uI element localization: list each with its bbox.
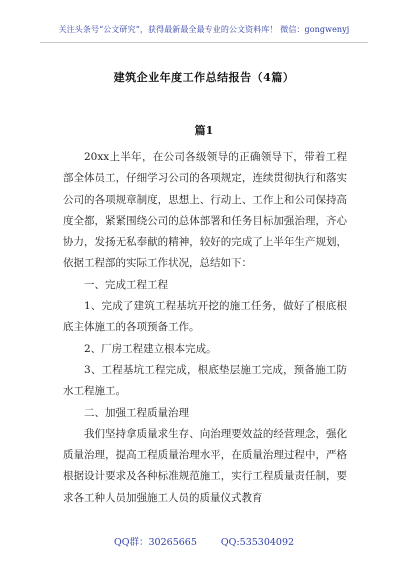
paragraph: 一、完成工程工程 bbox=[84, 278, 168, 291]
document-title: 建筑企业年度工作总结报告（4篇） bbox=[113, 71, 295, 84]
footer-qq: QQ:535304092 bbox=[220, 537, 295, 548]
header-banner: 关注头条号“公文研究”，获得最新最全最专业的公文资料库！ 微信：gongwenyj bbox=[58, 25, 350, 34]
paragraph: 1、完成了建筑工程基坑开挖的施工任务，做好了根底根底主体施工的各项预备工作。 bbox=[63, 300, 347, 334]
document-body bbox=[63, 147, 347, 509]
paragraph: 我们坚持拿质量求生存、向治理要效益的经营理念，强化质量治理，提高工程质量治理水平，在质量治理过程中，严格根据设计要求及各种标准规范施工，实行工程质量责任制，要求各工种人员加强施工人员的质量仪式教育 bbox=[63, 427, 347, 504]
paragraph: 20xx上半年，在公司各级领导的正确领导下，带着工程部全体员工，仔细学习公司的各项规定，连续贯彻执行和落实公司的各项规章制度，思想上、行动上、工作上和公司保持高度全都，紧紧围绕公司的总体部署和任务目标加强治理，齐心协力，发扬无私奉献的精神，较好的完成了上半年生产规划，依据工程部的实际工作状况，总结如下： bbox=[63, 151, 347, 270]
footer-qq-group: QQ群：30265665 bbox=[113, 537, 197, 548]
paragraph: 3、工程基坑工程完成，根底垫层施工完成，预备施工防水工程施工。 bbox=[63, 363, 347, 398]
paragraph: 2、厂房工程建立根本完成。 bbox=[84, 342, 217, 355]
paragraph: 二、加强工程质量治理 bbox=[84, 406, 189, 419]
section-title: 篇1 bbox=[194, 124, 214, 137]
page-footer bbox=[40, 534, 368, 548]
header-divider bbox=[40, 42, 368, 43]
